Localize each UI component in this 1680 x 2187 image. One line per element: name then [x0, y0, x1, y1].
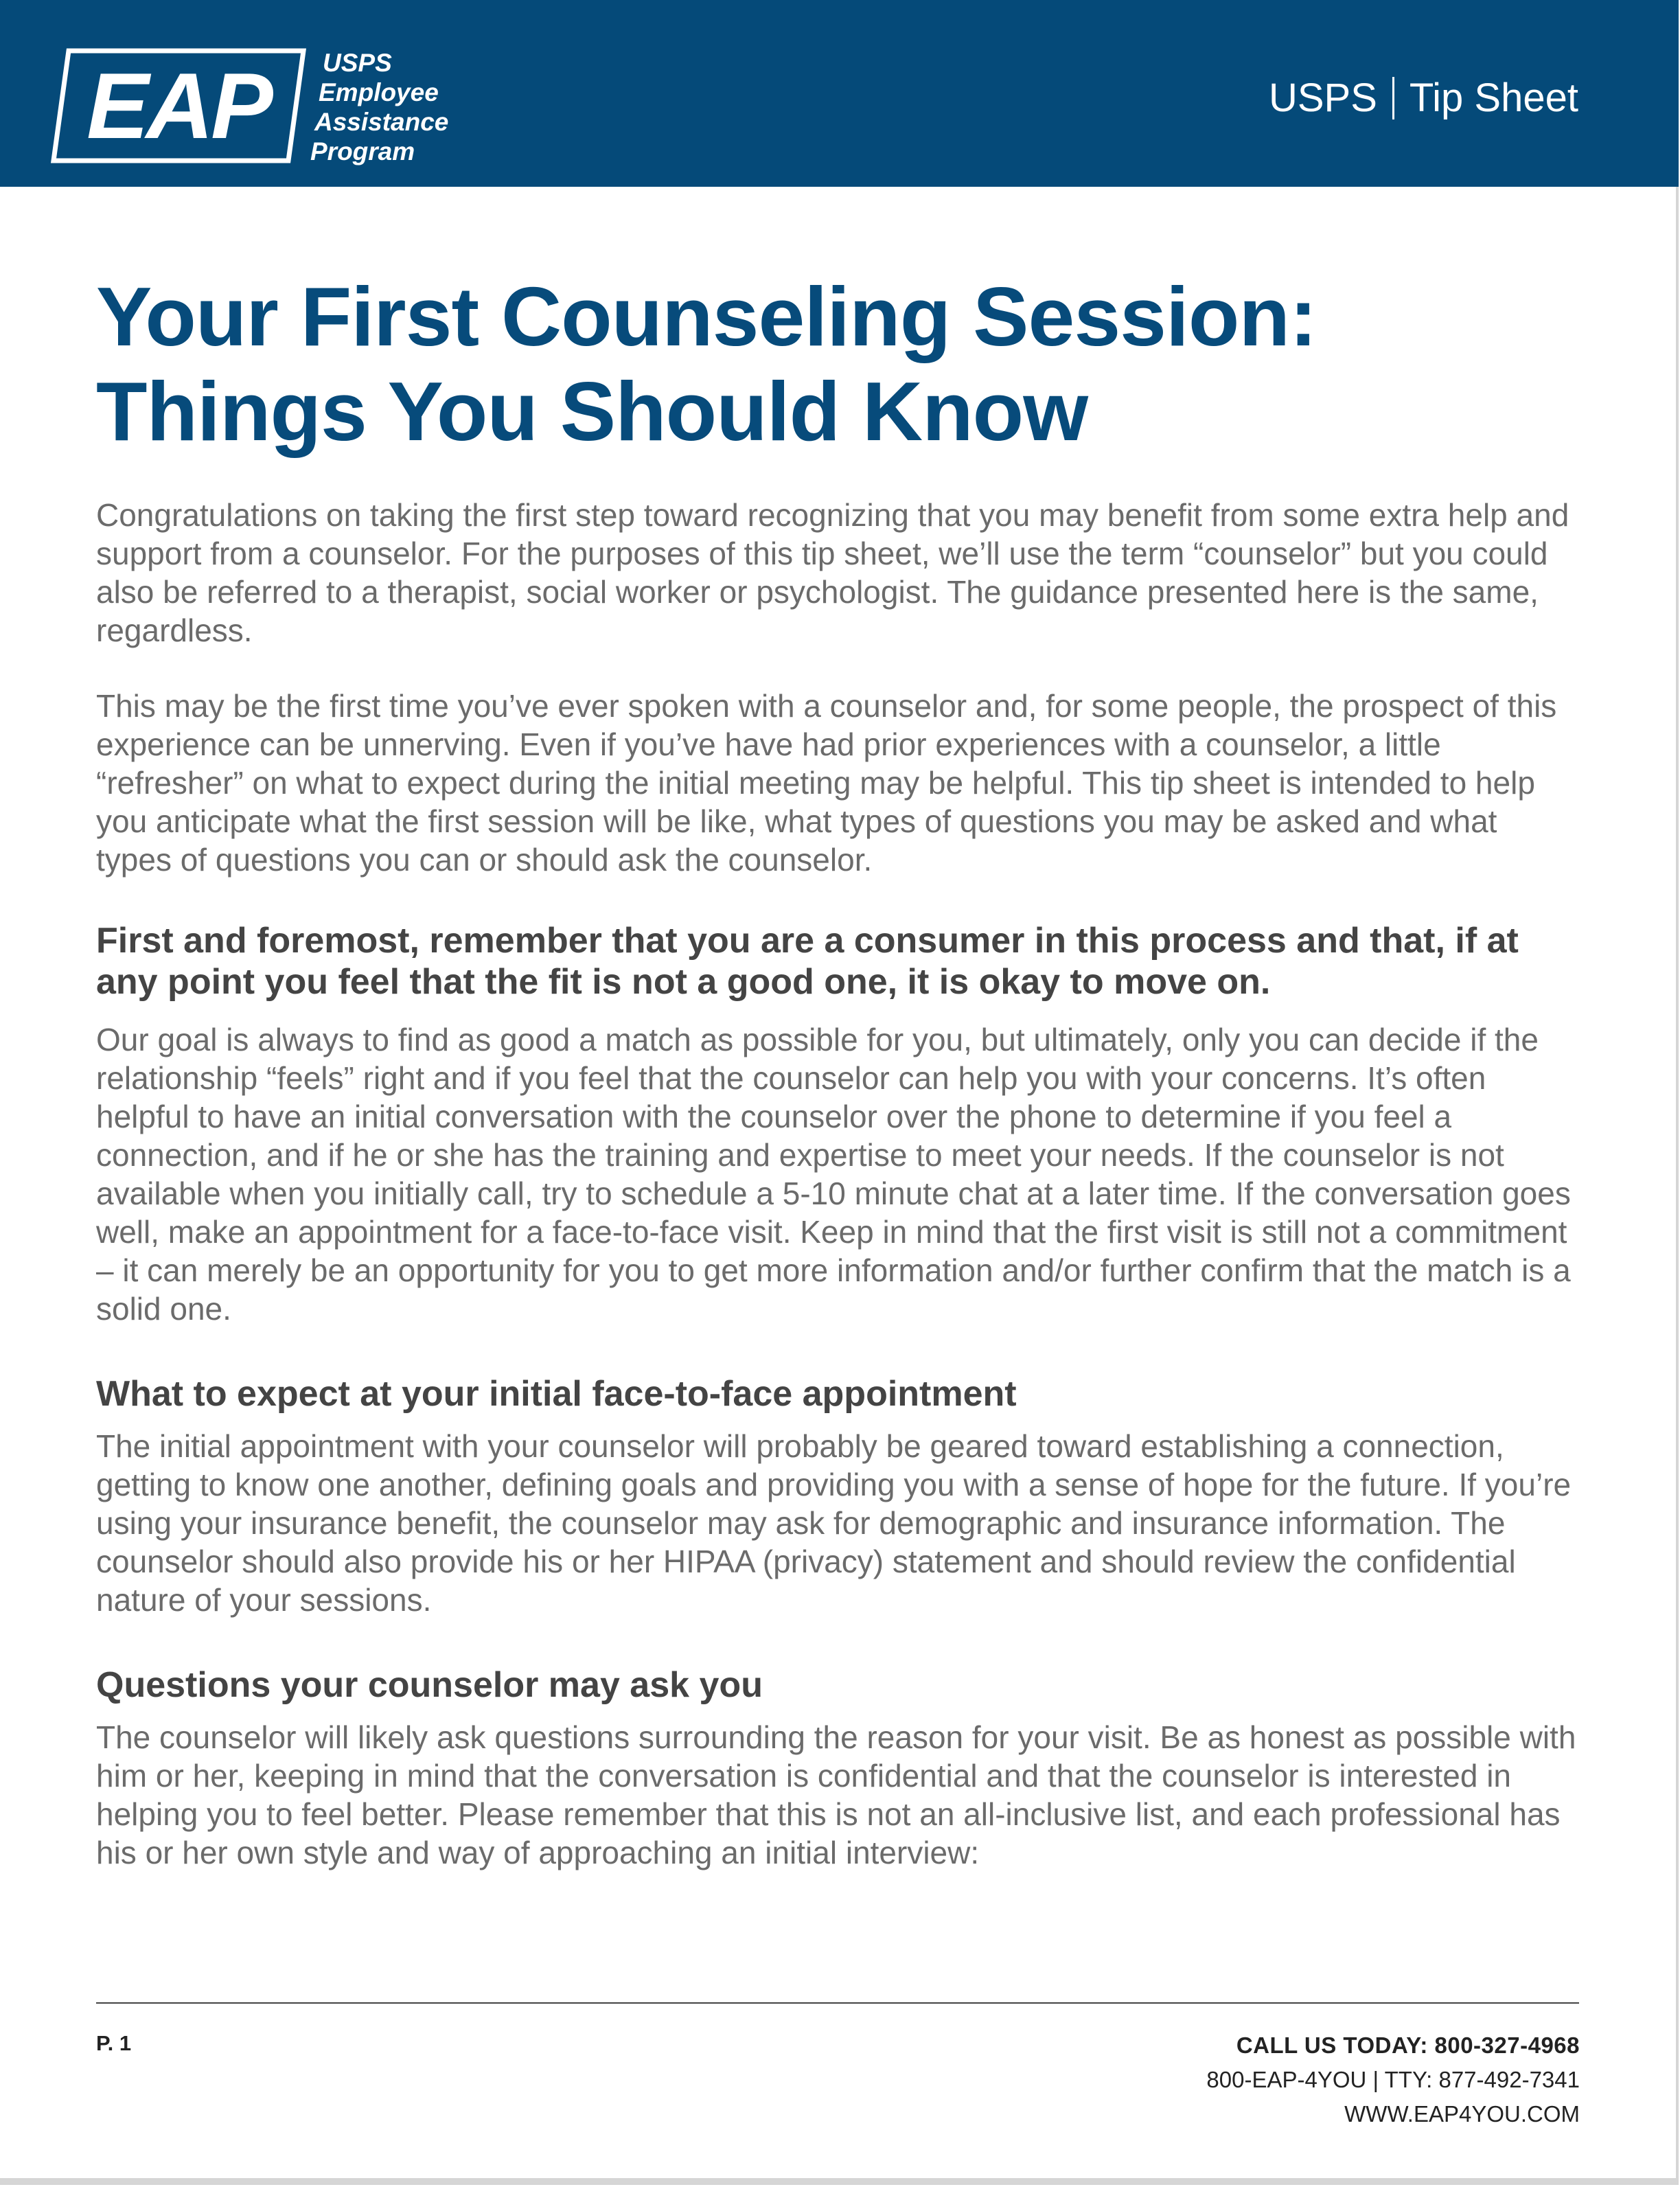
footer-divider: [96, 2002, 1579, 2004]
alt-phone-line: 800-EAP-4YOU | TTY: 877-492-7341: [1206, 2067, 1580, 2092]
website-link[interactable]: WWW.EAP4YOU.COM: [1344, 2101, 1580, 2127]
section-heading-questions: Questions your counselor may ask you: [96, 1665, 763, 1705]
section-heading-appointment: What to expect at your initial face-to-face appointment: [96, 1374, 1017, 1414]
section-paragraph-appointment: The initial appointment with your counselor will probably be geared toward establishing a connection, getting to know one another, defining goals and providing you with a sense of hope for the future. If you’re using your insurance benefit, the counselor may ask for demographic and insurance information. The counselor should also provide his or her HIPAA (privacy) statement and should review the confidential nature of your sessions.: [96, 1428, 1572, 1618]
callout-heading: First and foremost, remember that you are a consumer in this process and that, if at any point you feel that the fit is not a good one, it is okay to move on.: [96, 921, 1519, 1002]
eap-logo-text: EAP: [87, 54, 271, 158]
logo-wordmark: [310, 48, 475, 166]
title-line-1: Your First Counseling Session:: [96, 270, 1317, 363]
section-paragraph-questions: The counselor will likely ask questions surrounding the reason for your visit. Be as honest as possible with him or her, keeping in mind that the conversation is confidential and that the counselor is interested in helping you to feel better. Please remember that this is not an all-inclusive list, and each professional has his or her own style and way of approaching an initial interview:: [96, 1719, 1576, 1870]
eap-logo-mark: [51, 48, 306, 163]
title-line-2: Things You Should Know: [96, 365, 1088, 458]
intro-paragraph-2: This may be the first time you’ve ever spoken with a counselor and, for some people, the prospect of this experience can be unnerving. Even if you’ve have had prior experiences with a counselor, a little “refresher” on what to expect during the initial meeting may be helpful. This tip sheet is intended to help you anticipate what the first session will be like, what types of questions you may be asked and what types of questions you can or should ask the counselor.: [96, 688, 1557, 878]
logo-line-employee: Employee: [319, 78, 439, 106]
page-title: [96, 269, 1579, 459]
eap-logo: [51, 48, 306, 163]
header-brand: [1269, 74, 1578, 122]
page-number: P. 1: [96, 2031, 132, 2055]
call-us-line: CALL US TODAY: 800-327-4968: [1236, 2033, 1580, 2058]
brand-tip-sheet: Tip Sheet: [1409, 76, 1578, 120]
header-banner: [0, 0, 1679, 187]
logo-line-usps: USPS: [323, 49, 392, 77]
main-content: [96, 269, 1579, 1872]
intro-paragraph-1: Congratulations on taking the first step toward recognizing that you may benefit from some extra help and support from a counselor. For the purposes of this tip sheet, we’ll use the term “counselor” but you could also be referred to a therapist, social worker or psychologist. The guidance presented here is the same, regardless.: [96, 497, 1569, 648]
brand-divider: [1392, 77, 1394, 119]
brand-usps: USPS: [1268, 76, 1377, 120]
callout-paragraph: Our goal is always to find as good a match as possible for you, but ultimately, only you can decide if the relationship “feels” right and if you feel that the counselor can help you with your concerns. It’s often helpful to have an initial conversation with the counselor over the phone to determine if you feel a connection, and if he or she has the training and expertise to meet your needs. If the counselor is not available when you initially call, try to schedule a 5-10 minute chat at a later time. If the conversation goes well, make an appointment for a face-to-face visit. Keep in mind that the first visit is still not a commitment – it can merely be an opportunity for you to get more information and/or further confirm that the match is a solid one.: [96, 1022, 1571, 1327]
logo-line-assistance: Assistance: [314, 108, 449, 136]
logo-line-program: Program: [310, 137, 415, 165]
footer-contact: [1206, 2028, 1580, 2131]
